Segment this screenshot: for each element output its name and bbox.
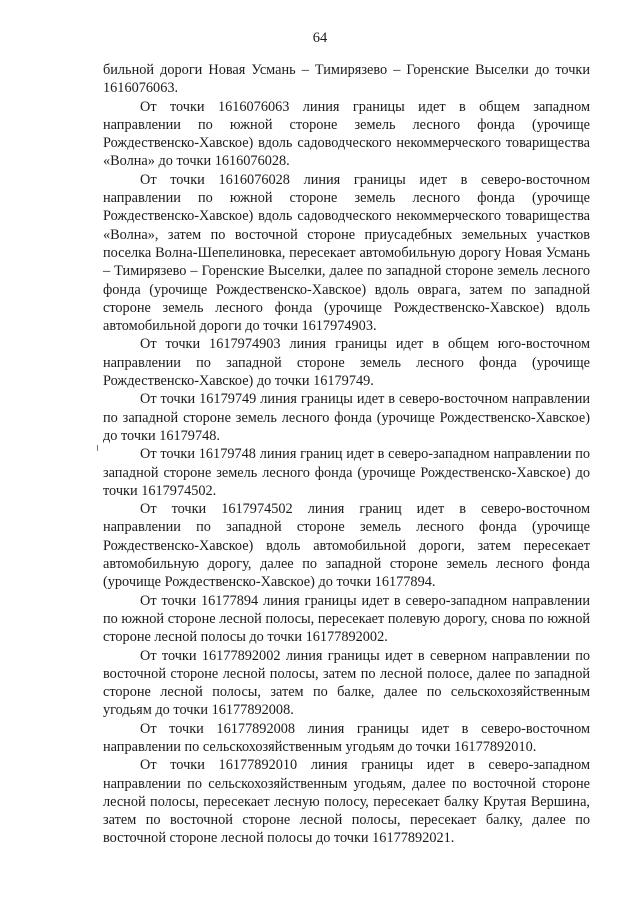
paragraph: От точки 16177894 линия границы идет в северо-западном направлении по южной стороне лесной полосы, пересекает полевую дорогу, снова по южной стороне лесной полосы до точки 16177892002. <box>103 592 590 646</box>
page-number: 64 <box>312 30 328 46</box>
paragraph: От точки 16179748 линия границ идет в северо-западном направлении по западной стороне земель лесного фонда (урочище Рождественско-Хавское) до точки 1617974502. <box>103 446 590 499</box>
paragraph: От точки 1616076063 линия границы идет в общем западном направлении по южной стороне земель лесного фонда (урочище Рождественско-Хавское) вдоль садоводческого некоммерческого товарищества «Волна» до точки 1616076028. <box>103 98 590 170</box>
paragraph: От точки 1617974903 линия границы идет в общем юго-восточном направлении по западной стороне земель лесного фонда (урочище Рождественско-Хавское) до точки 16179749. <box>103 336 590 390</box>
paragraph: От точки 1616076028 линия границы идет в северо-восточном направлении по южной стороне земель лесного фонда (урочище Рождественско-Хавское) вдоль садоводческого некоммерческого товарищества «Волна», затем по восточной стороне приусадебных земельных участков поселка Волна-Шепелиновка, пересекает автомобильную дорогу Новая Усмань – Тимирязево – Горенские Выселки, далее по западной стороне земель лесного фонда (урочище Рождественско-Хавское) вдоль оврага, затем по западной стороне земель лесного фонда (урочище Рождественско-Хавское) вдоль автомобильной дороги до точки 1617974903. <box>103 171 590 335</box>
document-body <box>103 61 590 848</box>
paragraph-continuation: бильной дороги Новая Усмань – Тимирязево – Горенские Выселки до точки 1616076063. <box>103 62 590 97</box>
paragraph: От точки 16179749 линия границы идет в северо-восточном направлении по западной стороне земель лесного фонда (урочище Рождественско-Хавское) до точки 16179748. <box>103 391 590 444</box>
paragraph: От точки 16177892010 линия границы идет в северо-западном направлении по сельскохозяйственным угодьям, далее по восточной стороне лесной полосы, пересекает лесную полосу, пересекает балку Крутая Вершина, затем по восточной стороне лесной полосы, пересекает балку, далее по восточной стороне лесной полосы до точки 16177892021. <box>103 757 590 847</box>
paragraph: От точки 16177892008 линия границы идет в северо-восточном направлении по сельскохозяйственным угодьям до точки 16177892010. <box>103 720 590 755</box>
paragraph: От точки 1617974502 линия границ идет в северо-восточном направлении по западной стороне земель лесного фонда (урочище Рождественско-Хавское) вдоль автомобильной дороги, затем пересекает автомобильную дорогу, далее по западной стороне земель лесного фонда (урочище Рождественско-Хавское) до точки 16177894. <box>103 501 590 591</box>
margin-scan-mark <box>97 445 98 451</box>
paragraph: От точки 16177892002 линия границы идет в северном направлении по восточной стороне лесной полосы, затем по лесной полосе, далее по западной стороне лесной полосы, затем по балке, далее по сельскохозяйственным угодьям до точки 16177892008. <box>103 647 590 719</box>
